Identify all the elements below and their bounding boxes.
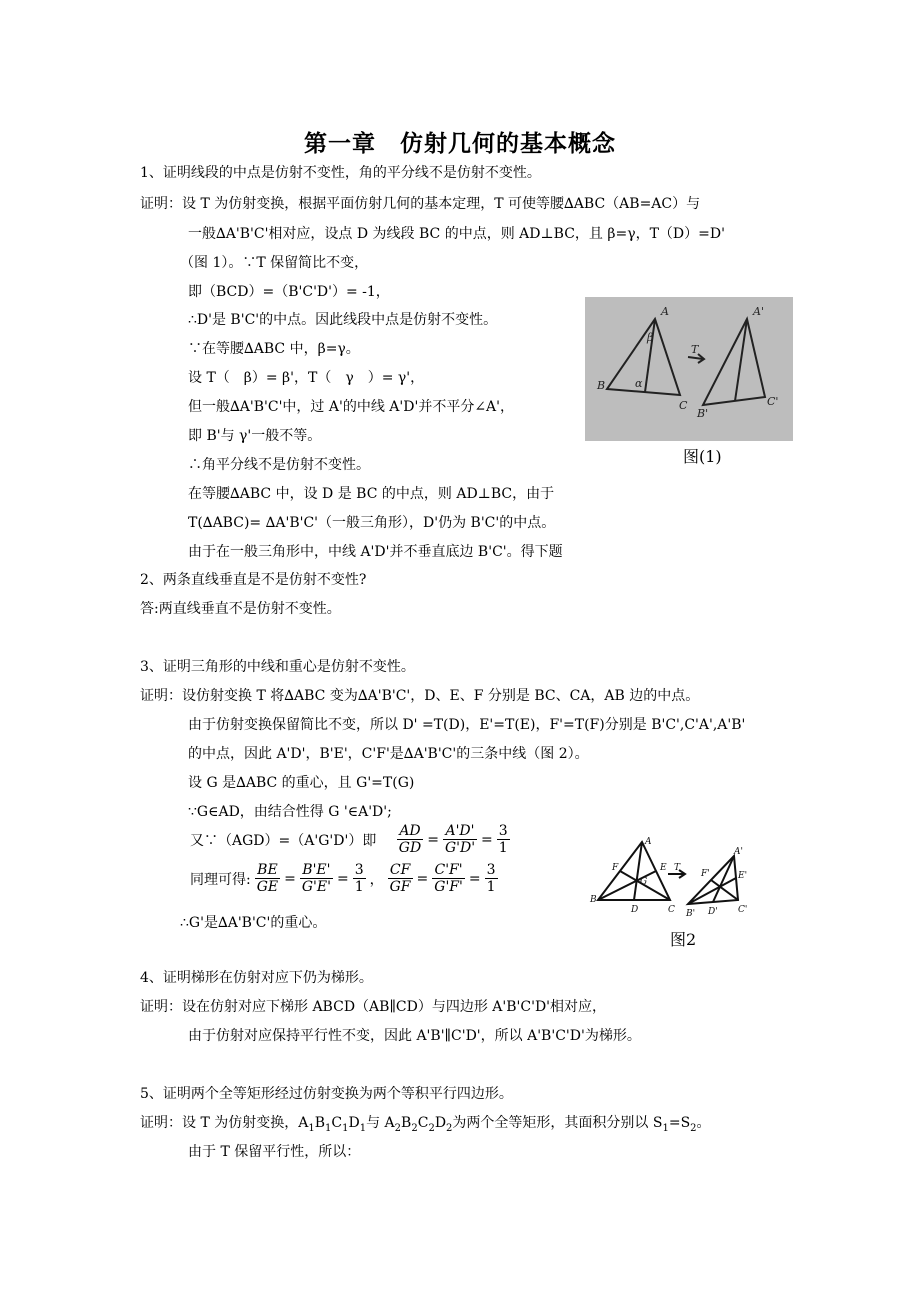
label-e: E — [660, 863, 667, 873]
problem-1-proof-line: 证明：设 T 为仿射变换，根据平面仿射几何的基本定理，T 可使等腰∆ABC（AB=AC）与 — [140, 196, 701, 212]
problem-5-proof-line: 由于 T 保留平行性，所以： — [188, 1144, 361, 1160]
label-c-prime: C' — [767, 395, 779, 408]
problem-1-proof-line: 由于在一般三角形中，中线 A'D'并不垂直底边 B'C'。得下题 — [188, 544, 563, 560]
label-beta: β — [647, 331, 654, 344]
label-c-prime: C' — [738, 905, 748, 915]
figure-1-drawing — [585, 297, 793, 441]
problem-3-proof-line: 证明：设仿射变换 T 将∆ABC 变为∆A'B'C'，D、E、F 分别是 BC、CA，AB 边的中点。 — [140, 688, 700, 704]
label-c: C — [679, 399, 688, 412]
label-b: B — [590, 895, 597, 905]
ratio-equation-2: 同理可得: $\frac{BE}{GE}$ = $\frac{B'E'}{G'E'}$ = $\frac{3}{1}$ ， $\frac{CF}{GF}$ = $\frac{C'F'}{G'F'}$ = $\frac{3}{1}$ — [190, 862, 496, 895]
problem-2-question: 2、两条直线垂直是不是仿射不变性? — [140, 572, 367, 588]
frac-den: GD — [398, 840, 422, 856]
problem-1-proof-line: 但一般∆A'B'C'中，过 A'的中线 A'D'并不平分∠A'， — [188, 399, 515, 415]
problem-4-proof-line: 由于仿射对应保持平行性不变，因此 A'B'∥C'D'，所以 A'B'C'D'为梯形。 — [188, 1028, 641, 1044]
figure-2-drawing — [588, 836, 756, 920]
ratio-equation-1: 又∵（AGD）=（A'G'D'）即 $\frac{AD}{GD}$ = $\frac{A'D'}{G'D'}$ = $\frac{3}{1}$ — [190, 823, 508, 856]
problem-3-proof-line: 设 G 是∆ABC 的重心，且 G'=T(G) — [188, 775, 415, 791]
label-c: C — [668, 905, 675, 915]
problem-3-question: 3、证明三角形的中线和重心是仿射不变性。 — [140, 659, 415, 675]
figure-1-image — [585, 297, 793, 441]
label-t: T — [674, 863, 681, 873]
problem-1-proof-line: 即（BCD）=（B'C'D'）= -1， — [188, 284, 390, 300]
label-d: D — [631, 905, 639, 915]
label-f: F — [612, 863, 619, 873]
problem-1-proof-line: 一般∆A'B'C'相对应，设点 D 为线段 BC 的中点，则 AD⊥BC，且 β=γ，T（D）=D' — [188, 226, 725, 242]
figure-2-image — [588, 836, 756, 920]
figure-1-caption: 图(1) — [683, 447, 722, 466]
problem-3-conclusion: ∴G'是∆A'B'C'的重心。 — [180, 915, 327, 931]
chapter-title: 第一章 仿射几何的基本概念 — [304, 130, 616, 157]
figure-2-caption: 图2 — [670, 930, 697, 949]
problem-3-proof-line: 由于仿射变换保留简比不变，所以 D' =T(D)，E'=T(E)，F'=T(F)分别是 B'C',C'A',A'B' — [188, 717, 746, 733]
label-f-prime: F' — [701, 869, 710, 879]
frac-num: AD — [397, 823, 423, 840]
problem-1-proof-line: T(∆ABC)= ∆A'B'C'（一般三角形），D'仍为 B'C'的中点。 — [188, 515, 556, 531]
problem-5-proof-line: 证明：设 T 为仿射变换，$A_1B_1C_1D_1$与 $A_2B_2C_2D_2$为两个全等矩形，其面积分别以 $S_1=S_2$。 — [140, 1115, 711, 1134]
label-t: T — [691, 343, 699, 356]
problem-5-question: 5、证明两个全等矩形经过仿射变换为两个等积平行四边形。 — [140, 1086, 513, 1102]
problem-2-answer: 答:两直线垂直不是仿射不变性。 — [140, 601, 341, 617]
problem-1-question: 1、证明线段的中点是仿射不变性，角的平分线不是仿射不变性。 — [140, 165, 541, 181]
problem-1-proof-line: ∵在等腰∆ABC 中，β=γ。 — [188, 341, 360, 357]
problem-3-proof-line: 的中点，因此 A'D'，B'E'，C'F'是∆A'B'C'的三条中线（图 2）。 — [188, 746, 589, 762]
problem-1-proof-line: 即 B'与 γ'一般不等。 — [188, 428, 322, 444]
label-b: B — [597, 379, 606, 392]
problem-1-proof-line: 设 T（ β）= β'，T（ γ ）= γ'， — [188, 370, 425, 386]
problem-3-proof-line: ∵G∈AD，由结合性得 G '∈A'D'; — [188, 804, 392, 820]
label-b-prime: B' — [686, 909, 696, 919]
problem-1-proof-line: （图 1）。∵T 保留简比不变， — [180, 255, 369, 271]
label-a: A — [645, 837, 652, 847]
label-b-prime: B' — [697, 407, 709, 420]
label-a-prime: A' — [734, 847, 743, 857]
label-e-prime: E' — [738, 871, 748, 881]
label-g: G — [640, 877, 648, 887]
problem-4-proof-line: 证明：设在仿射对应下梯形 ABCD（AB∥CD）与四边形 A'B'C'D'相对应， — [140, 999, 607, 1015]
problem-1-proof-line: 在等腰∆ABC 中，设 D 是 BC 的中点，则 AD⊥BC，由于 — [188, 486, 555, 502]
triangle-a2b2c2 — [703, 319, 765, 405]
problem-1-proof-line: ∴角平分线不是仿射不变性。 — [188, 457, 370, 473]
triangle-abc — [607, 319, 680, 395]
label-d-prime: D' — [708, 907, 718, 917]
similar-intro: 同理可得: — [190, 871, 251, 888]
problem-1-proof-line: ∴D'是 B'C'的中点。因此线段中点是仿射不变性。 — [188, 312, 498, 328]
label-a: A — [661, 305, 669, 318]
label-alpha: α — [635, 377, 643, 390]
label-a-prime: A' — [753, 305, 764, 318]
ratio-intro: 又∵（AGD）=（A'G'D'）即 — [190, 832, 377, 849]
problem-4-question: 4、证明梯形在仿射对应下仍为梯形。 — [140, 970, 373, 986]
